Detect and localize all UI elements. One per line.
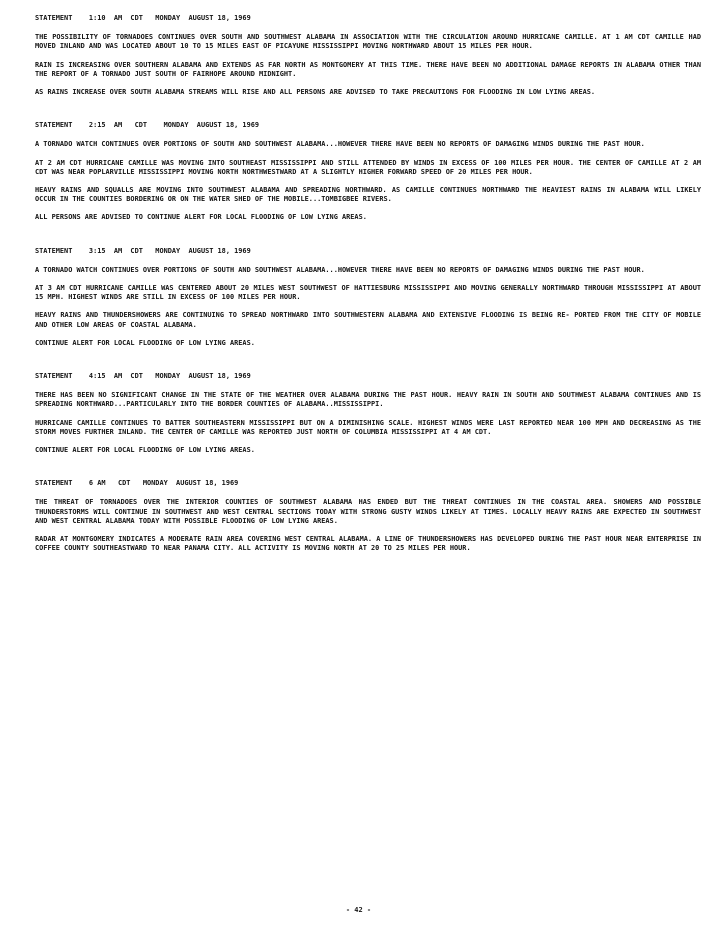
statement-paragraph: AS RAINS INCREASE OVER SOUTH ALABAMA STREAMS WILL RISE AND ALL PERSONS ARE ADVISED TO TAKE PRECAUTIONS FOR FLOODING IN LOW LYING AREAS. bbox=[35, 88, 596, 97]
statement-header: STATEMENT 3:15 AM CDT MONDAY AUGUST 18, 1969 bbox=[35, 246, 251, 255]
statement-paragraph: AT 3 AM CDT HURRICANE CAMILLE WAS CENTERED ABOUT 20 MILES WEST SOUTHWEST OF HATTIESBURG MISSISSIPPI AND MOVING GENERALLY NORTHWARD THROUGH MISSISSIPPI AT ABOUT 15 MPH. HIGHEST WINDS ARE STILL IN EXCESS OF 100 MILES PER HOUR. bbox=[35, 284, 701, 302]
statement-paragraph: A TORNADO WATCH CONTINUES OVER PORTIONS OF SOUTH AND SOUTHWEST ALABAMA...HOWEVER THERE HAVE BEEN NO REPORTS OF DAMAGING WINDS DURING THE PAST HOUR. bbox=[35, 265, 645, 274]
statement-header: STATEMENT 4:15 AM CDT MONDAY AUGUST 18, 1969 bbox=[35, 372, 251, 381]
statement-2 bbox=[35, 121, 701, 222]
statement-paragraph: HEAVY RAINS AND SQUALLS ARE MOVING INTO SOUTHWEST ALABAMA AND SPREADING NORTHWARD. AS CAMILLE CONTINUES NORTHWARD THE HEAVIEST RAINS IN ALABAMA WILL LIKELY OCCUR IN THE COUNTIES BORDERING OR ON THE WATER SHED OF THE MOBILE...TOMBIGBEE RIVERS. bbox=[35, 186, 701, 204]
statement-header: STATEMENT 6 AM CDT MONDAY AUGUST 18, 1969 bbox=[35, 479, 239, 488]
document-page bbox=[35, 14, 701, 578]
statement-paragraph: RAIN IS INCREASING OVER SOUTHERN ALABAMA AND EXTENDS AS FAR NORTH AS MONTGOMERY AT THIS TIME. THERE HAVE BEEN NO ADDITIONAL DAMAGE REPORTS IN ALABAMA OTHER THAN THE REPORT OF A TORNADO JUST SOUTH OF FAIRHOPE AROUND MIDNIGHT. bbox=[35, 60, 701, 78]
statement-paragraph: HURRICANE CAMILLE CONTINUES TO BATTER SOUTHEASTERN MISSISSIPPI BUT ON A DIMINISHING SCALE. HIGHEST WINDS WERE LAST REPORTED NEAR 100 MPH AND DECREASING AS THE STORM MOVES FURTHER INLAND. THE CENTER OF CAMILLE WAS REPORTED JUST NORTH OF COLUMBIA MISSISSIPPI AT 4 AM CDT. bbox=[35, 418, 701, 436]
statement-paragraph: ALL PERSONS ARE ADVISED TO CONTINUE ALERT FOR LOCAL FLOODING OF LOW LYING AREAS. bbox=[35, 213, 367, 222]
statement-paragraph: HEAVY RAINS AND THUNDERSHOWERS ARE CONTINUING TO SPREAD NORTHWARD INTO SOUTHWESTERN ALABAMA AND EXTENSIVE FLOODING IS BEING RE- PORTED FROM THE CITY OF MOBILE AND OTHER LOW AREAS OF COASTAL ALABAMA. bbox=[35, 311, 701, 329]
statement-header: STATEMENT 1:10 AM CDT MONDAY AUGUST 18, 1969 bbox=[35, 14, 251, 22]
statement-paragraph: CONTINUE ALERT FOR LOCAL FLOODING OF LOW LYING AREAS. bbox=[35, 338, 255, 347]
statement-paragraph: AT 2 AM CDT HURRICANE CAMILLE WAS MOVING INTO SOUTHEAST MISSISSIPPI AND STILL ATTENDED BY WINDS IN EXCESS OF 100 MILES PER HOUR. THE CENTER OF CAMILLE AT 2 AM CDT WAS NEAR POPLARVILLE MISSISSIPPI MOVING NORTH NORTHWESTWARD AT A SLIGHTLY HIGHER FORWARD SPEED OF 20 MILES PER HOUR. bbox=[35, 158, 701, 176]
statement-paragraph: THE POSSIBILITY OF TORNADOES CONTINUES OVER SOUTH AND SOUTHWEST ALABAMA IN ASSOCIATION WITH THE CIRCULATION AROUND HURRICANE CAMILLE. AT 1 AM CDT CAMILLE HAD MOVED INLAND AND WAS LOCATED ABOUT 10 TO 15 MILES EAST OF PICAYUNE MISSISSIPPI MOVING NORTHWARD ABOUT 15 MILES PER HOUR. bbox=[35, 33, 701, 51]
statement-paragraph: RADAR AT MONTGOMERY INDICATES A MODERATE RAIN AREA COVERING WEST CENTRAL ALABAMA. A LINE OF THUNDERSHOWERS HAS DEVELOPED DURING THE PAST HOUR NEAR ENTERPRISE IN COFFEE COUNTY SOUTHEASTWARD TO NEAR PANAMA CITY. ALL ACTIVITY IS MOVING NORTH AT 20 TO 25 MILES PER HOUR. bbox=[35, 535, 701, 553]
statement-1 bbox=[35, 14, 701, 97]
statement-4 bbox=[35, 372, 701, 455]
statement-paragraph: A TORNADO WATCH CONTINUES OVER PORTIONS OF SOUTH AND SOUTHWEST ALABAMA...HOWEVER THERE HAVE BEEN NO REPORTS OF DAMAGING WINDS DURING THE PAST HOUR. bbox=[35, 140, 645, 149]
statement-paragraph: CONTINUE ALERT FOR LOCAL FLOODING OF LOW LYING AREAS. bbox=[35, 446, 255, 455]
statement-3 bbox=[35, 247, 701, 348]
statement-paragraph: THERE HAS BEEN NO SIGNIFICANT CHANGE IN THE STATE OF THE WEATHER OVER ALABAMA DURING THE PAST HOUR. HEAVY RAIN IN SOUTH AND SOUTHWEST ALABAMA CONTINUES AND IS SPREADING NORTHWARD...PARTICULARLY INTO THE BORDER COUNTIES OF ALABAMA..MISSISSIPPI. bbox=[35, 391, 701, 409]
statement-header: STATEMENT 2:15 AM CDT MONDAY AUGUST 18, 1969 bbox=[35, 121, 260, 130]
page-number: - 42 - bbox=[345, 906, 372, 914]
statement-5 bbox=[35, 479, 701, 553]
statement-paragraph: THE THREAT OF TORNADOES OVER THE INTERIOR COUNTIES OF SOUTHWEST ALABAMA HAS ENDED BUT THE THREAT CONTINUES IN THE COASTAL AREA. SHOWERS AND POSSIBLE THUNDERSTORMS WILL CONTINUE IN SOUTHWEST AND WEST CENTRAL SECTIONS TODAY WITH STRONG GUSTY WINDS LIKELY AT TIMES. LOCALLY HEAVY RAINS ARE EXPECTED IN SOUTHWEST AND WEST CENTRAL ALABAMA TODAY WITH POSSIBLE FLOODING OF LOW LYING AREAS. bbox=[35, 498, 701, 525]
